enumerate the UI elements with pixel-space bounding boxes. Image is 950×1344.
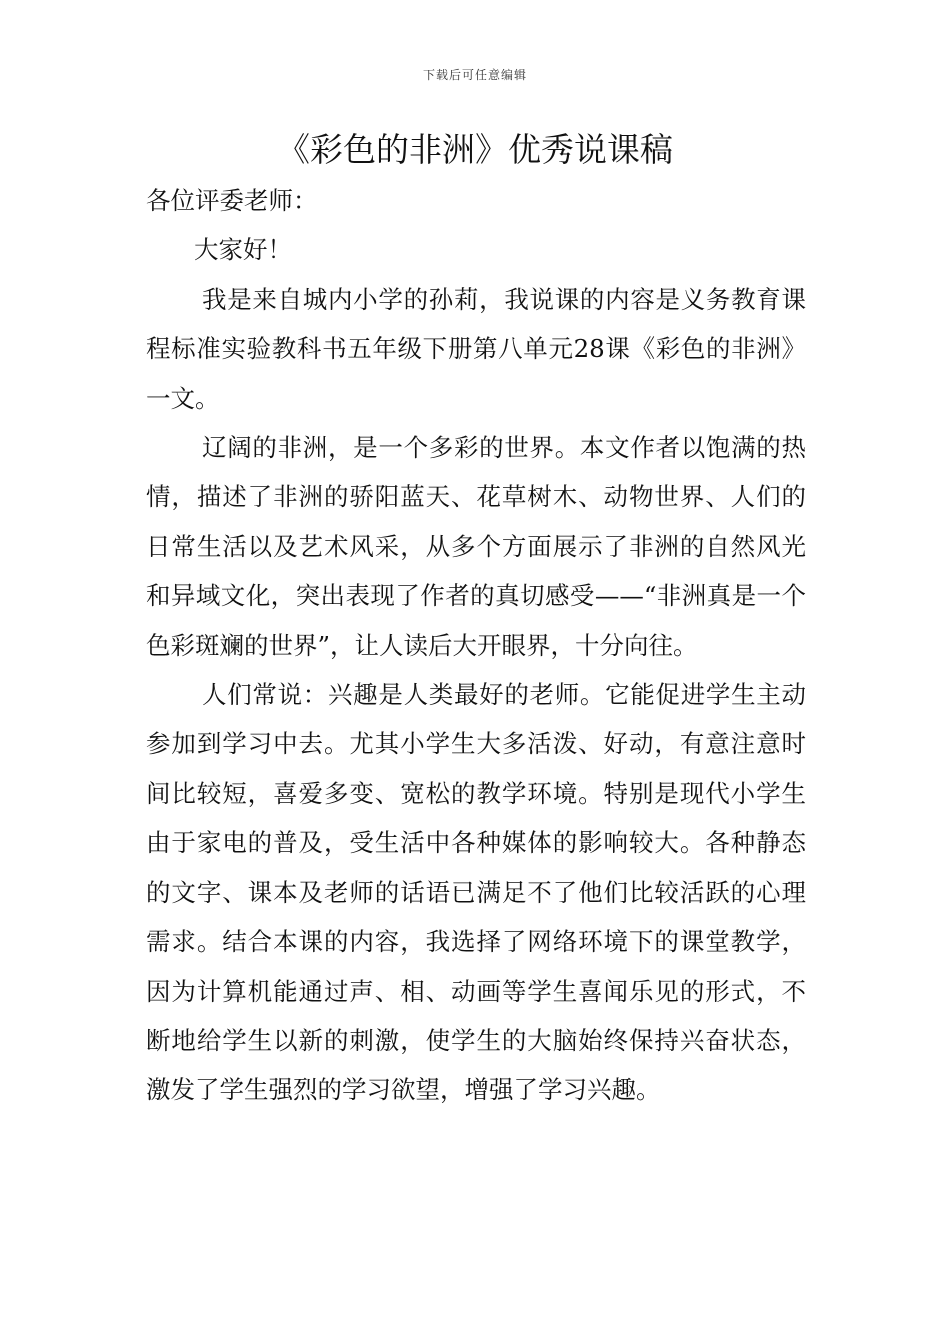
- paragraph-intro: 我是来自城内小学的孙莉，我说课的内容是义务教育课程标准实验教科书五年级下册第八单元28课《彩色的非洲》一文。: [146, 284, 806, 413]
- greeting: 大家好！: [194, 235, 292, 265]
- document-title: 《彩色的非洲》优秀说课稿: [277, 130, 673, 169]
- document-body: [146, 176, 806, 1115]
- salutation: 各位评委老师：: [146, 186, 318, 215]
- paragraph-text-analysis: 辽阔的非洲，是一个多彩的世界。本文作者以饱满的热情，描述了非洲的骄阳蓝天、花草树木、动物世界、人们的日常生活以及艺术风采，从多个方面展示了非洲的自然风光和异域文化，突出表现了作者的真切感受——“非洲真是一个色彩斑斓的世界”，让人读后大开眼界，十分向往。: [146, 433, 806, 660]
- header-note: 下载后可任意编辑: [422, 68, 527, 82]
- paragraph-teaching-method: 人们常说：兴趣是人类最好的老师。它能促进学生主动参加到学习中去。尤其小学生大多活泼、好动，有意注意时间比较短，喜爱多变、宽松的教学环境。特别是现代小学生由于家电的普及，受生活中各种媒体的影响较大。各种静态的文字、课本及老师的话语已满足不了他们比较活跃的心理需求。结合本课的内容，我选择了网络环境下的课堂教学，因为计算机能通过声、相、动画等学生喜闻乐见的形式，不断地给学生以新的刺激，使学生的大脑始终保持兴奋状态，激发了学生强烈的学习欲望，增强了学习兴趣。: [146, 680, 806, 1105]
